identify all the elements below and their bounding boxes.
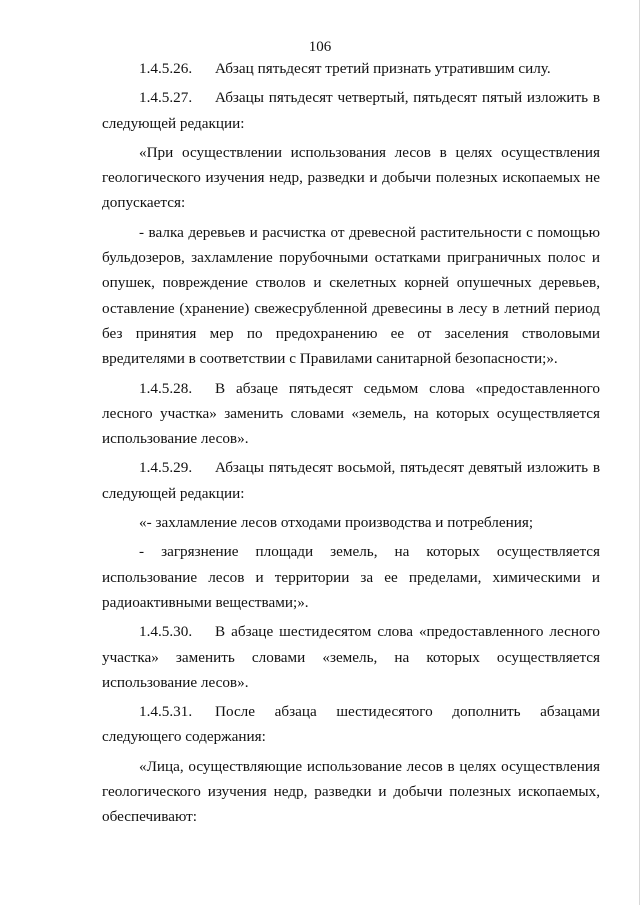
clause-number: 1.4.5.29. xyxy=(139,459,193,477)
paragraph-1-4-5-30 xyxy=(102,619,600,695)
paragraph-text: - загрязнение площади земель, на которых осуществляется использование лесов и территории за ее пределами, химическими и радиоактивными веществами;». xyxy=(102,543,600,611)
paragraph-1-4-5-29 xyxy=(102,455,600,506)
paragraph-text: «- захламление лесов отходами производства и потребления; xyxy=(139,514,534,532)
paragraph-1-4-5-27 xyxy=(102,85,600,136)
paragraph-text: Абзацы пятьдесят четвертый, пятьдесят пятый изложить в следующей редакции: xyxy=(102,89,600,132)
paragraph-text: - валка деревьев и расчистка от древесной растительности с помощью бульдозеров, захламление порубочными остатками приграничных полос и опушек, повреждение стволов и скелетных корней опушечных деревьев, оставление (хранение) свежесрубленной древесины в лесу в летний период без принятия мер по предохранению ее от заселения стволовыми вредителями в соответствии с Правилами санитарной безопасности;». xyxy=(102,223,600,368)
paragraph-text: «Лица, осуществляющие использование лесов в целях осуществления геологического изучения недр, разведки и добычи полезных ископаемых, обеспечивают: xyxy=(102,757,600,826)
quoted-paragraph xyxy=(102,140,600,216)
clause-number: 1.4.5.30. xyxy=(139,623,193,641)
paragraph-text: После абзаца шестидесятого дополнить абзацами следующего содержания: xyxy=(102,703,600,746)
quoted-paragraph xyxy=(102,754,600,830)
paragraph-text: В абзаце пятьдесят седьмом слова «предоставленного лесного участка» заменить словами «земель, на которых осуществляется использование лесов». xyxy=(102,379,600,448)
paragraph-text: Абзац пятьдесят третий признать утратившим силу. xyxy=(215,60,551,77)
clause-number: 1.4.5.28. xyxy=(139,379,193,397)
paragraph-1-4-5-26 xyxy=(102,56,600,81)
paragraph-text: В абзаце шестидесятом слова «предоставленного лесного участка» заменить словами «земель, на которых осуществляется использование лесов». xyxy=(102,623,600,691)
clause-number: 1.4.5.31. xyxy=(139,703,193,721)
quoted-list-item xyxy=(102,220,600,372)
clause-number: 1.4.5.27. xyxy=(139,89,193,107)
quoted-list-item xyxy=(102,539,600,615)
paragraph-1-4-5-28 xyxy=(102,376,600,452)
document-body xyxy=(102,56,600,834)
clause-number: 1.4.5.26. xyxy=(139,60,193,77)
quoted-list-item xyxy=(102,510,600,535)
paragraph-text: «При осуществлении использования лесов в целях осуществления геологического изучения недр, разведки и добычи полезных ископаемых не допускается: xyxy=(102,143,600,212)
page-number: 106 xyxy=(308,39,332,55)
paragraph-1-4-5-31 xyxy=(102,699,600,750)
paragraph-text: Абзацы пятьдесят восьмой, пятьдесят девятый изложить в следующей редакции: xyxy=(102,459,600,502)
